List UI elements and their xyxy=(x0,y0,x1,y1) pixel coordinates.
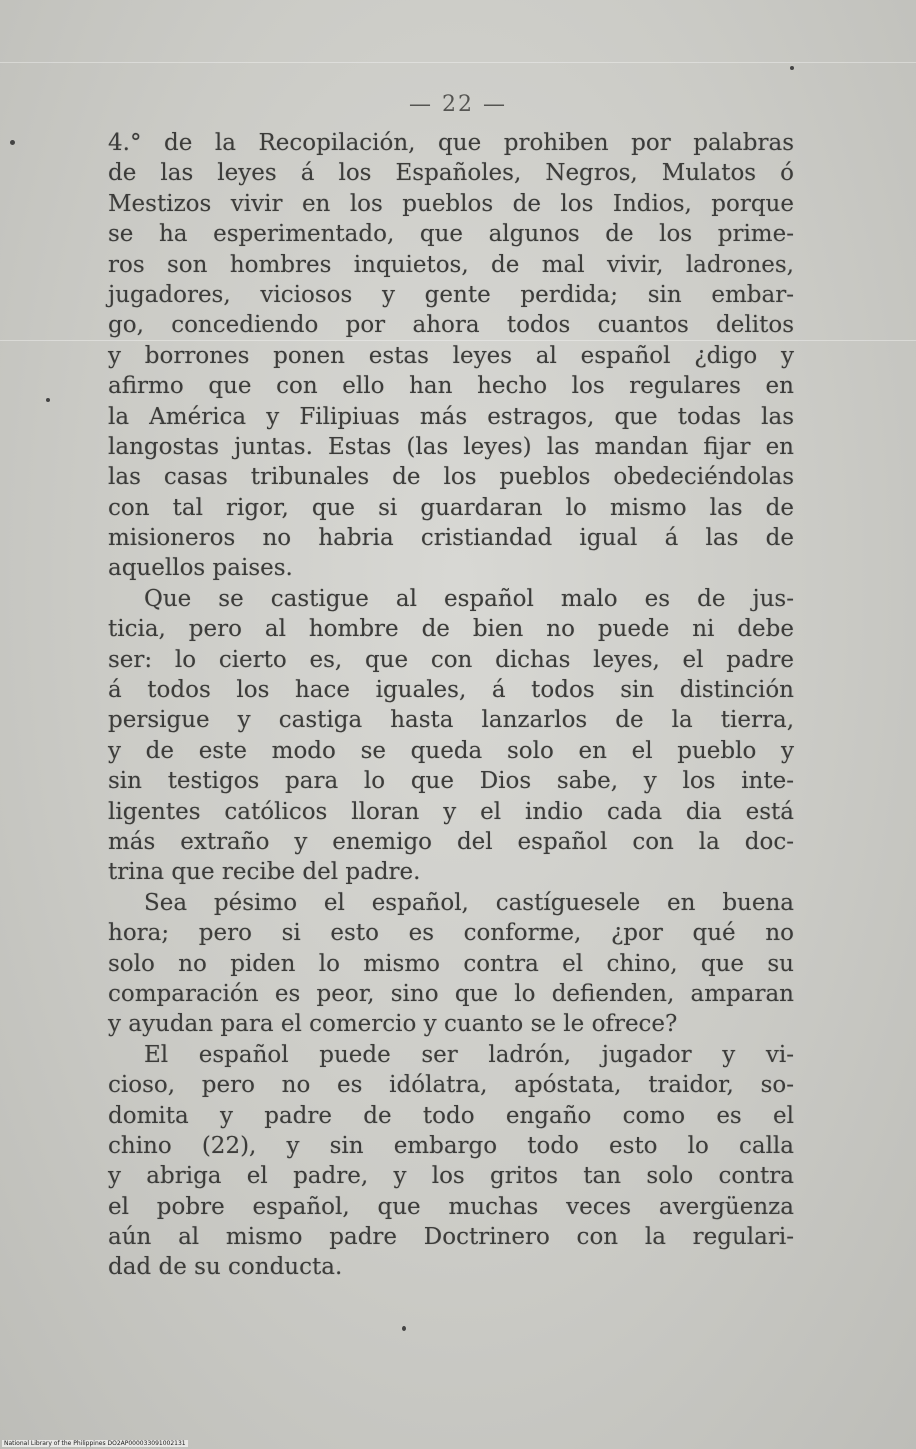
text-line: ticia, pero al hombre de bien no puede ni debe xyxy=(108,616,794,643)
scan-speck xyxy=(402,1326,406,1331)
text-line: á todos los hace iguales, á todos sin distinción xyxy=(108,677,794,704)
text-line: comparación es peor, sino que lo defienden, amparan xyxy=(108,980,794,1007)
text-line: y ayudan para el comercio y cuanto se le ofrece? xyxy=(108,1011,678,1038)
text-line: go, concediendo por ahora todos cuantos delitos xyxy=(108,312,794,339)
text-line: misioneros no habria cristiandad igual á las de xyxy=(108,525,794,552)
library-credit: National Library of the Philippines DO2AP000033091002131 xyxy=(4,1440,186,1447)
text-line: trina que recibe del padre. xyxy=(108,859,421,886)
text-line: solo no piden lo mismo contra el chino, que su xyxy=(108,950,794,977)
text-line: más extraño y enemigo del español con la doc- xyxy=(108,828,794,855)
text-line: afirmo que con ello han hecho los regulares en xyxy=(108,373,794,400)
text-line: langostas juntas. Estas (las leyes) las mandan fijar en xyxy=(108,433,794,460)
text-line: la América y Filipiuas más estragos, que todas las xyxy=(108,403,794,430)
scan-speck xyxy=(790,66,794,70)
text-line: de las leyes á los Españoles, Negros, Mulatos ó xyxy=(108,160,794,187)
text-line: Sea pésimo el español, castíguesele en buena xyxy=(144,889,794,916)
text-line: aún al mismo padre Doctrinero con la regulari- xyxy=(108,1224,794,1251)
text-line: chino (22), y sin embargo todo esto lo calla xyxy=(108,1132,794,1159)
page-number: — 22 — xyxy=(409,92,507,117)
text-line: y borrones ponen estas leyes al español ¿digo y xyxy=(108,342,794,369)
text-line: jugadores, viciosos y gente perdida; sin embar- xyxy=(108,281,794,308)
text-line: dad de su conducta. xyxy=(108,1254,343,1281)
text-line: el pobre español, que muchas veces avergüenza xyxy=(108,1193,794,1220)
text-line: hora; pero si esto es conforme, ¿por qué no xyxy=(108,920,794,947)
text-line: cioso, pero no es idólatra, apóstata, traidor, so- xyxy=(108,1072,794,1099)
text-line: domita y padre de todo engaño como es el xyxy=(108,1102,794,1129)
body-text xyxy=(108,128,794,1283)
text-line: ligentes católicos lloran y el indio cada dia está xyxy=(108,798,794,825)
text-line: ser: lo cierto es, que con dichas leyes, el padre xyxy=(108,646,794,673)
text-line: persigue y castiga hasta lanzarlos de la tierra, xyxy=(108,707,794,734)
scan-speck xyxy=(46,398,50,402)
scan-artifact-line xyxy=(0,62,916,63)
text-line: Que se castigue al español malo es de jus- xyxy=(144,585,794,612)
text-line: aquellos paises. xyxy=(108,555,293,582)
text-line: las casas tribunales de los pueblos obedeciéndolas xyxy=(108,464,794,491)
text-line: se ha esperimentado, que algunos de los prime- xyxy=(108,221,794,248)
text-line: 4.° de la Recopilación, que prohiben por palabras xyxy=(108,130,794,156)
text-line: y de este modo se queda solo en el pueblo y xyxy=(108,737,794,764)
text-line: con tal rigor, que si guardaran lo mismo las de xyxy=(108,494,794,521)
text-line: y abriga el padre, y los gritos tan solo contra xyxy=(108,1163,794,1190)
text-line: ros son hombres inquietos, de mal vivir, ladrones, xyxy=(108,251,794,278)
text-line: El español puede ser ladrón, jugador y vi- xyxy=(144,1041,794,1068)
text-line: sin testigos para lo que Dios sabe, y los inte- xyxy=(108,768,794,795)
text-line: Mestizos vivir en los pueblos de los Indios, porque xyxy=(108,190,794,217)
scan-speck xyxy=(10,140,15,145)
